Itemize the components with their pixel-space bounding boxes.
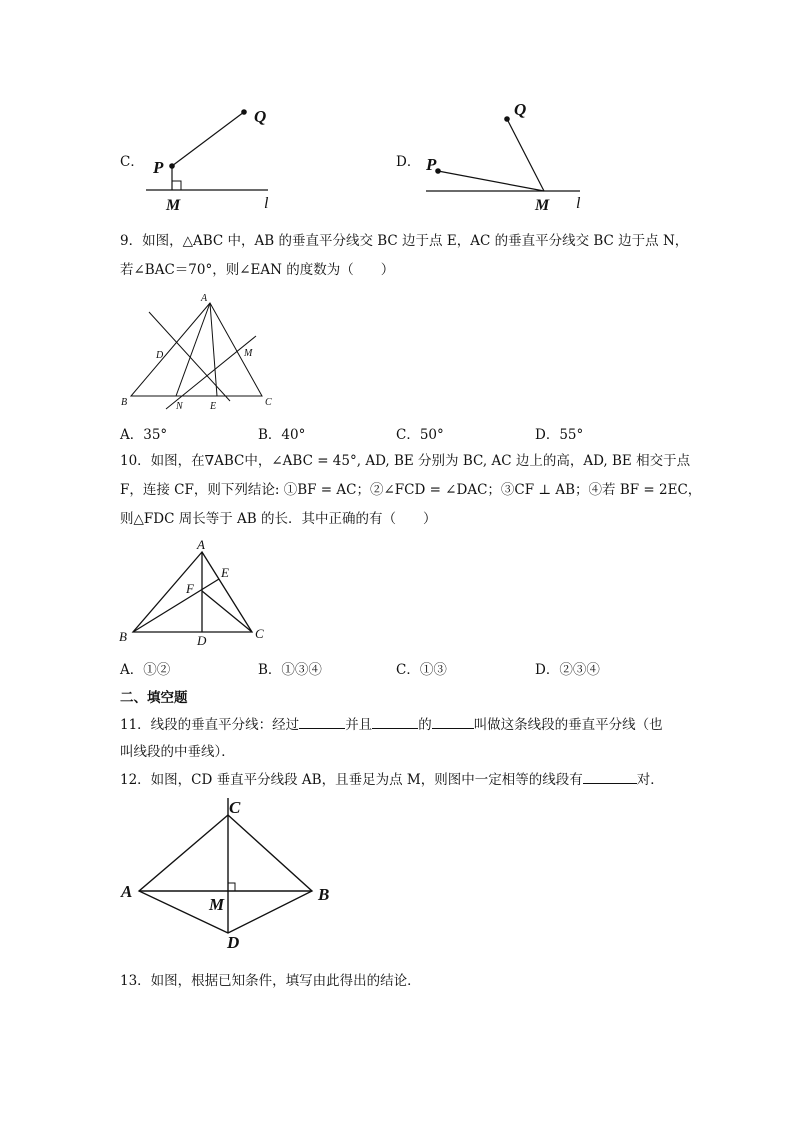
q10-option-d: D．②③④: [535, 662, 600, 678]
q10-line2: F，连接 CF，则下列结论: ①BF = AC；②∠FCD = ∠DAC；③CF ⊥ AB；④若 BF = 2EC，: [120, 482, 702, 498]
q9-point-a: A: [201, 293, 208, 304]
q10-point-c: C: [255, 626, 264, 641]
q12-point-a: A: [121, 882, 133, 901]
q10-point-b: B: [119, 629, 127, 644]
q11-part2: 并且: [345, 717, 373, 733]
q9-line2: 若∠BAC＝70°，则∠EAN 的度数为（ ）: [120, 262, 395, 278]
section-title: 二、填空题: [120, 690, 188, 706]
q10-point-e: E: [221, 565, 229, 580]
point-p-label: P: [153, 158, 164, 177]
q11-part3: 的: [418, 717, 432, 733]
q12-point-d: D: [227, 933, 240, 952]
q9-option-d: D．55°: [535, 427, 584, 443]
q13-text: 13．如图，根据已知条件，填写由此得出的结论．: [120, 973, 421, 989]
q12-point-c: C: [229, 798, 241, 817]
q9-option-a: A．35°: [120, 427, 168, 443]
q11-line2: 叫线段的中垂线）．: [120, 744, 235, 760]
q10-point-f: F: [186, 581, 194, 596]
q11-part1: 11．线段的垂直平分线：经过: [120, 717, 300, 733]
option-c-label: C．: [120, 154, 144, 170]
q10-option-c: C．①③: [396, 662, 447, 678]
q12-part1: 12．如图，CD 垂直平分线段 AB，且垂足为点 M，则图中一定相等的线段有: [120, 772, 583, 788]
point-q-label: Q: [254, 107, 267, 126]
q11-part4: 叫做这条线段的垂直平分线（也: [473, 717, 663, 733]
q10-line3: 则△FDC 周长等于 AB 的长．其中正确的有（ ）: [120, 511, 437, 527]
q9-point-m: M: [244, 348, 253, 359]
q12-point-m: M: [209, 895, 225, 914]
q10-point-a: A: [197, 537, 205, 552]
q10-line1: 10．如图，在∇ABC中，∠ABC = 45°, AD, BE 分别为 BC, AC 边上的高，AD, BE 相交于点: [120, 453, 691, 469]
line-l-label: l: [264, 195, 269, 212]
line-l-label: l: [576, 195, 581, 212]
q9-point-e: E: [210, 401, 217, 412]
point-q-label: Q: [514, 100, 527, 119]
q9-point-c: C: [265, 397, 272, 408]
q12-part2: 对．: [636, 772, 664, 788]
q9-option-b: B．40°: [258, 427, 306, 443]
point-p-label: P: [426, 155, 437, 174]
q10-option-b: B．①③④: [258, 662, 322, 678]
q12-point-b: B: [318, 885, 330, 904]
point-m-label: M: [535, 197, 550, 214]
q9-point-n: N: [176, 401, 183, 412]
q9-option-c: C．50°: [396, 427, 444, 443]
q10-option-a: A．①②: [120, 662, 171, 678]
q9-point-b: B: [121, 397, 128, 408]
q9-point-d: D: [156, 350, 164, 361]
q9-line1: 9．如图，△ABC 中，AB 的垂直平分线交 BC 边于点 E，AC 的垂直平分线交 BC 边于点 N，: [120, 233, 689, 249]
q10-point-d: D: [197, 633, 207, 648]
point-m-label: M: [166, 197, 181, 214]
option-d-label: D．: [396, 154, 421, 170]
